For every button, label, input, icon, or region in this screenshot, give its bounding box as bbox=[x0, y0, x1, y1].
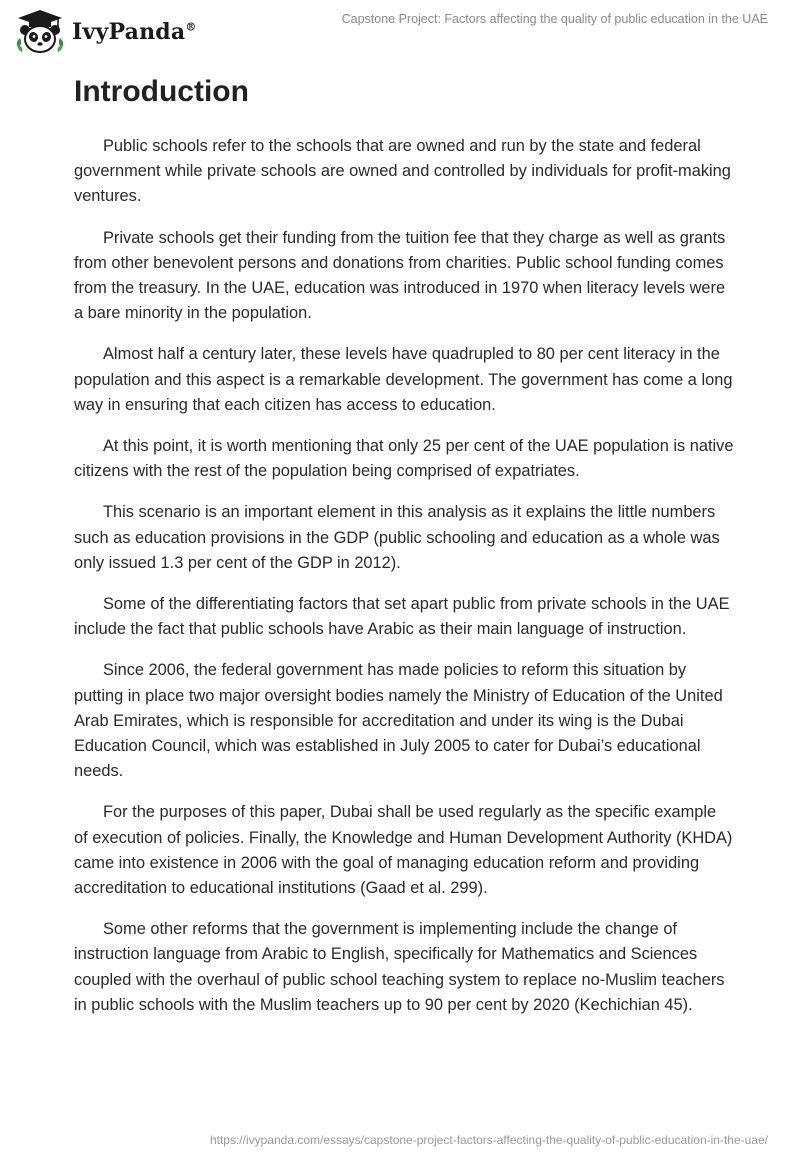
paragraph: Public schools refer to the schools that are owned and run by the state and federal government while private schools are owned and controlled by individuals for profit-making ventures. bbox=[74, 137, 731, 206]
paragraph: Private schools get their funding from the tuition fee that they charge as well as grants from other benevolent persons and donations from charities. Public school funding comes from the treasury. In the UAE, education was introduced in 1970 when literacy levels were a bare minority in the population. bbox=[74, 228, 726, 323]
paragraph: For the purposes of this paper, Dubai shall be used regularly as the specific example of execution of policies. Finally, the Knowledge and Human Development Authority (KHDA) came into existence in 2006 with the goal of managing education reform and providing accreditation to educational institutions (Gaad et al. 299). bbox=[74, 803, 733, 898]
ivypanda-logo[interactable] bbox=[14, 8, 197, 56]
logo-wordmark bbox=[72, 19, 197, 45]
section-heading: Introduction bbox=[74, 75, 249, 108]
paragraph: This scenario is an important element in this analysis as it explains the little numbers such as education provisions in the GDP (public schooling and education as a whole was only issued 1.3 per cent of the GDP in 2012). bbox=[74, 503, 720, 572]
logo-text: IvyPanda bbox=[72, 19, 186, 45]
source-url[interactable]: https://ivypanda.com/essays/capstone-project-factors-affecting-the-quality-of-public-education-in-the-uae/ bbox=[209, 1133, 768, 1147]
paragraph: Some of the differentiating factors that set apart public from private schools in the UAE include the fact that public schools have Arabic as their main language of instruction. bbox=[74, 595, 730, 639]
main-content bbox=[74, 70, 734, 1034]
document-title: Capstone Project: Factors affecting the quality of public education in the UAE bbox=[341, 12, 768, 26]
paragraph: Almost half a century later, these levels have quadrupled to 80 per cent literacy in the population and this aspect is a remarkable development. The government has come a long way in ensuring that each citizen has access to education. bbox=[74, 345, 733, 414]
paragraph: Some other reforms that the government is implementing include the change of instruction language from Arabic to English, specifically for Mathematics and Sciences coupled with the overhaul of public school teaching system to replace no-Muslim teachers in public schools with the Muslim teachers up to 90 per cent by 2020 (Kechichian 45). bbox=[74, 920, 725, 1014]
registered-mark: ® bbox=[185, 20, 197, 34]
panda-graduate-icon bbox=[14, 8, 66, 56]
paragraph: Since 2006, the federal government has made policies to reform this situation by putting in place two major oversight bodies namely the Ministry of Education of the United Arab Emirates, which is responsible for accreditation and under its wing is the Dubai Education Council, which was established in July 2005 to cater for Dubai’s educational needs. bbox=[74, 661, 723, 781]
page-header bbox=[0, 0, 800, 64]
paragraph: At this point, it is worth mentioning that only 25 per cent of the UAE population is native citizens with the rest of the population being comprised of expatriates. bbox=[74, 437, 734, 481]
